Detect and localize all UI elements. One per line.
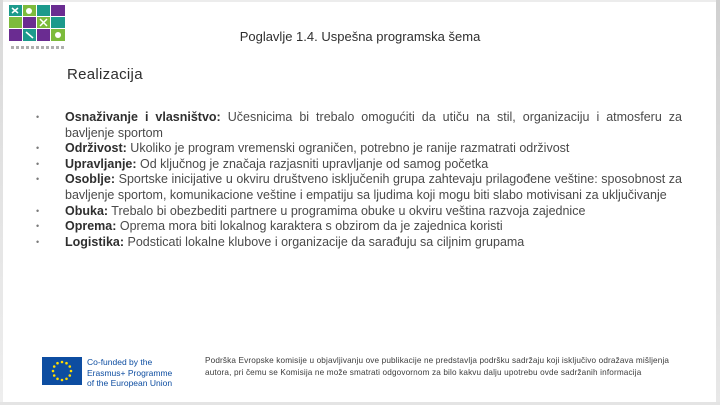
eu-cofunded-label — [87, 357, 187, 389]
chapter-title: Poglavlje 1.4. Uspešna programska šema — [239, 29, 481, 44]
eu-line: of the European Union — [87, 378, 173, 389]
bullet-text: Ukoliko je program vremenski ograničen, potrebno je ranije razmatrati održivost — [126, 141, 570, 156]
bullet-icon: • — [36, 174, 40, 185]
slide-top-border — [0, 0, 720, 2]
eu-disclaimer: Podrška Evropske komisije u objavljivanju ove publikacije ne predstavlja podršku sadržaju koji isključivo odražava mišljenja autora, pri čemu se Komisija ne može smatrati odgovornom za bilo kakvu dalju upotrebu ovde sadržanih informacija — [205, 356, 670, 378]
bullet-text: Sportske inicijative u okviru društveno isključenih grupa zahtevaju prilagođene veštine: sposobnost za bavljenje sportom, komunikacione veštine i empatiju sa ljudima koji mogu biti slabo motivisani za uključivanje — [65, 172, 682, 202]
bullet-term: Održivost: — [65, 141, 127, 156]
bullet-term: Upravljanje: — [65, 156, 137, 171]
bullet-icon: • — [36, 112, 40, 122]
list-item — [36, 204, 682, 220]
bullet-text: Učesnicima bi trebalo omogućiti da utiču na stil, organizaciju i atmosferu za bavljenje sportom — [65, 110, 683, 140]
bullet-icon: • — [36, 236, 40, 247]
bullet-list — [36, 110, 682, 250]
list-item — [36, 141, 682, 157]
list-item — [36, 235, 682, 251]
slide-right-border — [716, 0, 720, 405]
bullet-term: Oprema: — [65, 219, 117, 234]
slide-left-border — [0, 0, 3, 405]
list-item — [36, 110, 682, 141]
bullet-term: Obuka: — [65, 203, 109, 218]
bullet-term: Osnaživanje i vlasništvo: — [65, 110, 221, 124]
list-item — [36, 172, 682, 203]
bullet-icon: • — [36, 205, 40, 216]
bullet-term: Logistika: — [65, 234, 125, 249]
bullet-text: Od ključnog je značaja razjasniti upravljanje od samog početka — [136, 156, 489, 171]
eu-line: Co-funded by the — [87, 357, 153, 367]
section-title: Realizacija — [67, 66, 143, 83]
bullet-icon: • — [36, 221, 40, 232]
bullet-term: Osoblje: — [65, 172, 116, 187]
eu-line: Erasmus+ Programme — [87, 367, 173, 378]
bullet-icon: • — [36, 158, 40, 169]
eu-flag-icon — [42, 357, 82, 385]
bullet-icon: • — [36, 143, 40, 154]
list-item — [36, 219, 682, 235]
bullet-text: Oprema mora biti lokalnog karaktera s obzirom da je zajednica koristi — [116, 219, 503, 234]
bullet-text: Podsticati lokalne klubove i organizacije da sarađuju sa ciljnim grupama — [124, 234, 525, 249]
list-item — [36, 157, 682, 173]
bullet-text: Trebalo bi obezbediti partnere u programima obuke u okviru veština razvoja zajednice — [108, 203, 586, 218]
